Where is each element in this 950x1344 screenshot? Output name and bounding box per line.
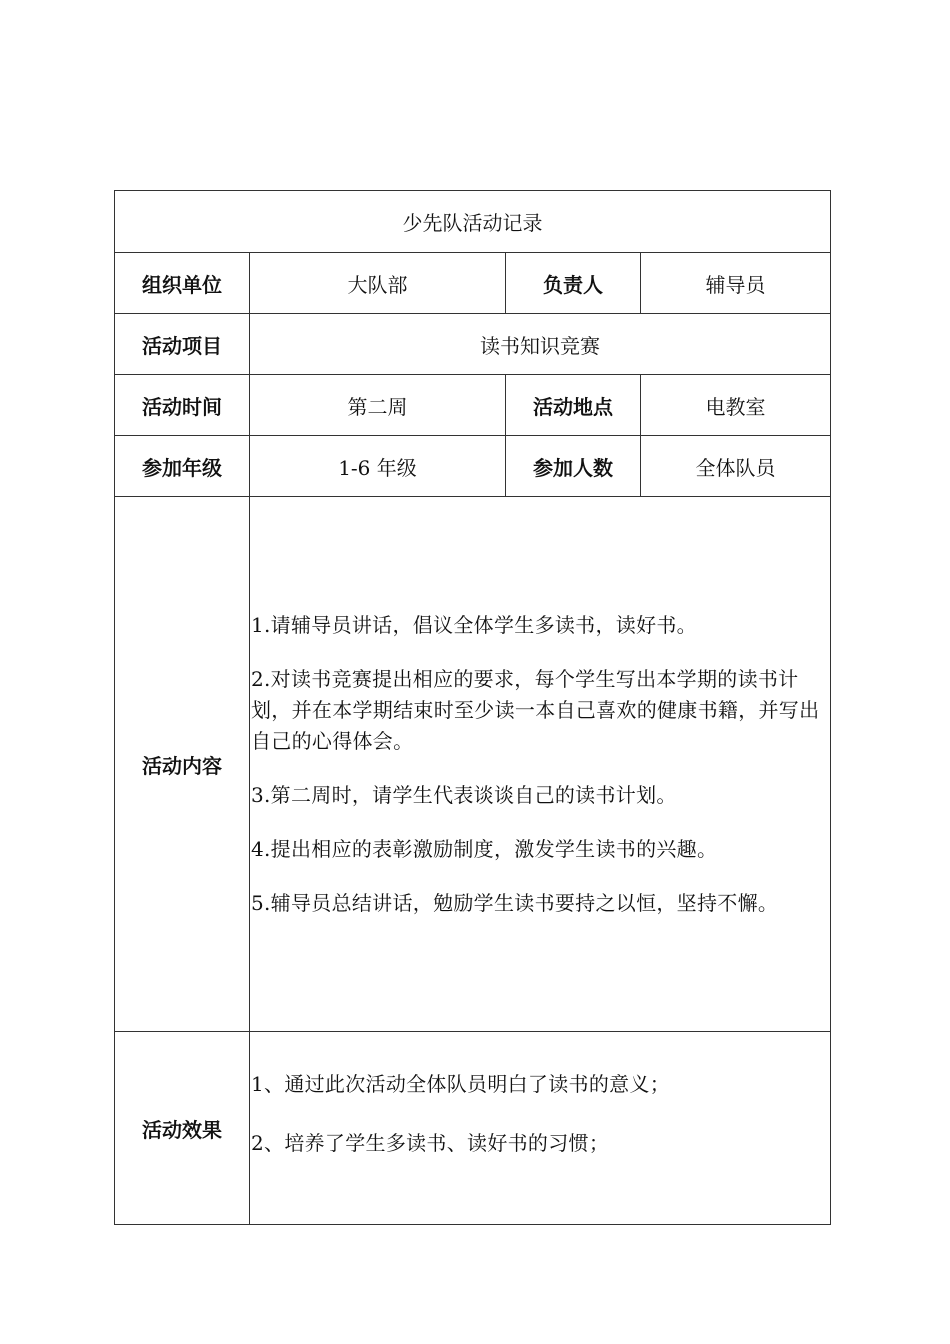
leader-value: 辅导员 <box>641 253 831 314</box>
time-label: 活动时间 <box>115 375 250 436</box>
grade-value: 1-6 年级 <box>250 436 506 497</box>
project-value: 读书知识竞赛 <box>250 314 831 375</box>
project-label: 活动项目 <box>115 314 250 375</box>
effect-label: 活动效果 <box>115 1032 250 1225</box>
content-label: 活动内容 <box>115 497 250 1032</box>
effect-item-1: 1、通过此次活动全体队员明白了读书的意义； <box>251 1072 671 1096</box>
place-value: 电教室 <box>641 375 831 436</box>
content-item-4: 4.提出相应的表彰激励制度，激发学生读书的兴趣。 <box>251 836 718 861</box>
activity-record-table <box>114 190 831 1225</box>
grade-label: 参加年级 <box>115 436 250 497</box>
table-title: 少先队活动记录 <box>115 191 831 253</box>
content-item-5: 5.辅导员总结讲话，勉励学生读书要持之以恒，坚持不懈。 <box>251 890 779 915</box>
place-label: 活动地点 <box>506 375 641 436</box>
effect-body <box>250 1032 831 1225</box>
leader-label: 负责人 <box>506 253 641 314</box>
time-value: 第二周 <box>250 375 506 436</box>
content-body <box>250 497 831 1032</box>
content-item-2: 2.对读书竞赛提出相应的要求，每个学生写出本学期的读书计划，并在本学期结束时至少读一本自己喜欢的健康书籍，并写出自己的心得体会。 <box>251 666 820 753</box>
content-item-3: 3.第二周时，请学生代表谈谈自己的读书计划。 <box>251 782 677 807</box>
count-label: 参加人数 <box>506 436 641 497</box>
effect-item-2: 2、培养了学生多读书、读好书的习惯； <box>251 1131 610 1155</box>
org-value: 大队部 <box>250 253 506 314</box>
org-label: 组织单位 <box>115 253 250 314</box>
content-item-1: 1.请辅导员讲话，倡议全体学生多读书，读好书。 <box>251 612 697 637</box>
count-value: 全体队员 <box>641 436 831 497</box>
